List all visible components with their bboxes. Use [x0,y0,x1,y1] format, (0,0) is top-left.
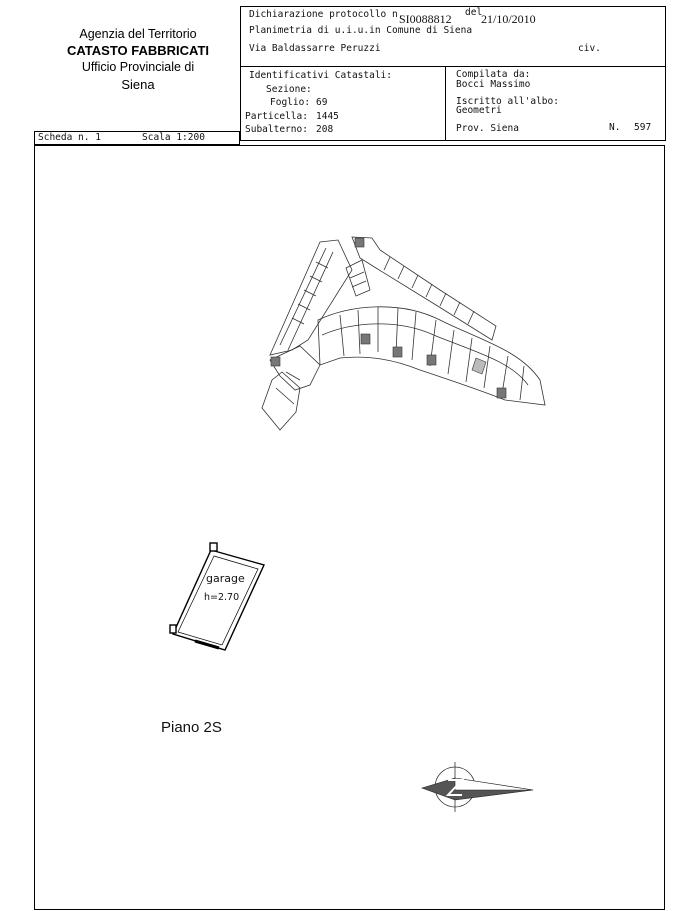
del-label: del [465,7,483,18]
scheda-label: Scheda n. 1 [38,132,101,143]
particella-label: Particella: [245,111,308,122]
north-arrow-icon [422,762,533,812]
province-label: Prov. Siena [456,123,519,134]
address-text: Via Baldassarre Peruzzi [249,43,381,54]
n-value: 597 [634,122,652,133]
office-name: Ufficio Provinciale di [81,60,195,74]
building-outline [262,237,545,430]
garage-label: garage [206,572,245,585]
protocol-date: 21/10/2010 [481,12,536,26]
foglio-label: Foglio: [270,97,311,108]
compilata-label: Compilata da: [456,69,531,80]
protocol-number: SI0088812 [399,12,452,26]
subalterno-value: 208 [316,124,334,135]
agency-name: Agenzia del Territorio [79,27,197,41]
office-city: Siena [121,77,155,92]
albo-value: Geometri [456,105,502,116]
iscritto-label: Iscritto all'albo: [456,96,559,107]
n-label: N. [609,122,621,133]
sezione-label: Sezione: [266,84,312,95]
subalterno-label: Subalterno: [245,124,308,135]
catasto-title: CATASTO FABBRICATI [66,43,210,58]
identificativi-title: Identificativi Catastali: [249,70,392,81]
civ-label: civ. [578,43,601,54]
dichiarazione-label: Dichiarazione protocollo n. [249,9,404,20]
planimetria-text: Planimetria di u.i.u.in Comune di Siena [249,25,473,36]
particella-value: 1445 [316,111,339,122]
height-label: h=2.70 [204,592,240,603]
floor-label: Piano 2S [161,719,222,736]
compiler-name: Bocci Massimo [456,79,531,90]
foglio-value: 69 [316,97,328,108]
scala-label: Scala 1:200 [142,132,205,143]
